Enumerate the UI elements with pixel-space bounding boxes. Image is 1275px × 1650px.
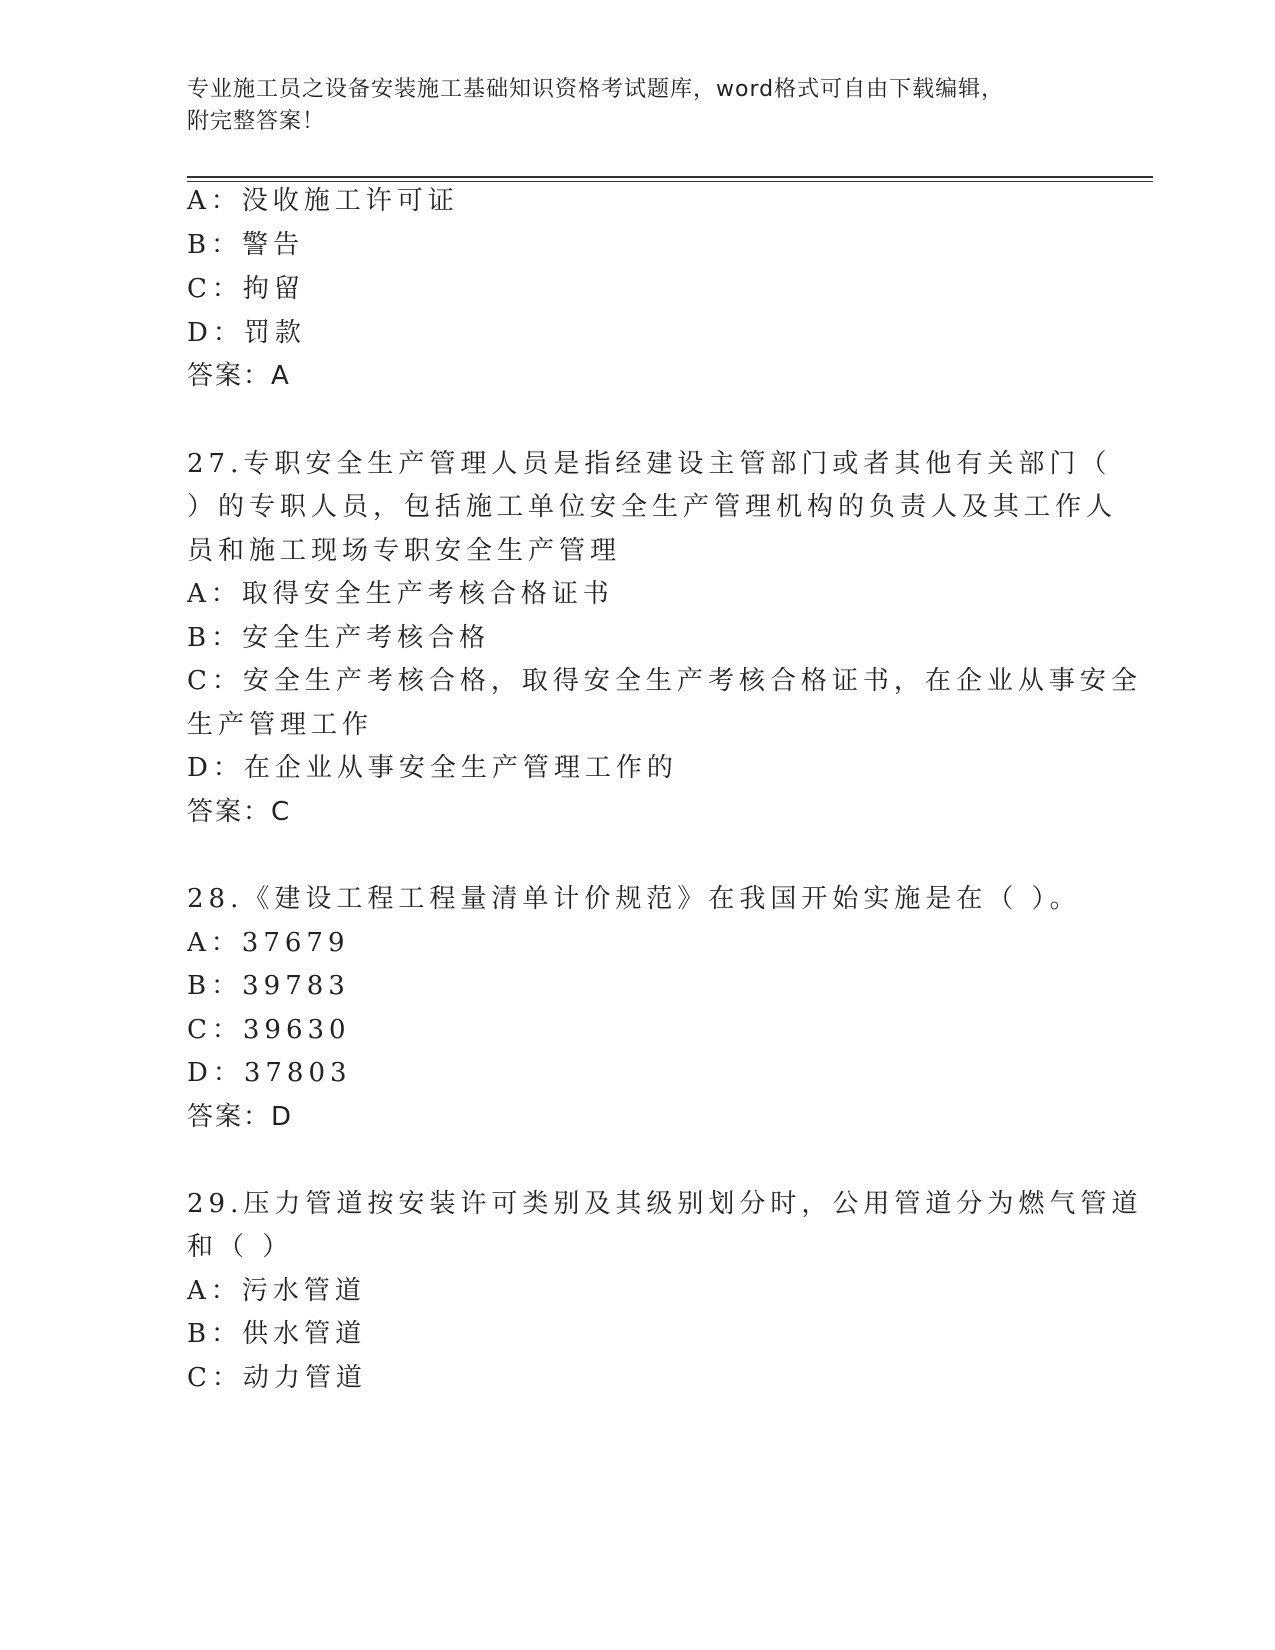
q29-option-b: B：供水管道 (187, 1319, 367, 1349)
q27-option-a: A：取得安全生产考核合格证书 (187, 579, 614, 609)
q28-option-c: C：39630 (187, 1015, 351, 1045)
q27-option-b: B：安全生产考核合格 (187, 623, 491, 653)
header-line-2: 附完整答案！ (187, 109, 326, 134)
q27-stem-line-2: ）的专职人员，包括施工单位安全生产管理机构的负责人及其工作人 (187, 492, 1118, 522)
q28-option-d: D：37803 (187, 1058, 352, 1088)
q26-option-d: D：罚款 (187, 318, 306, 348)
q26-answer: 答案：A (187, 361, 291, 391)
q28-answer: 答案：D (187, 1102, 294, 1132)
q27-stem-line-3: 员和施工现场专职安全生产管理 (187, 536, 622, 566)
q27-stem-line-1: 27.专职安全生产管理人员是指经建设主管部门或者其他有关部门（ (187, 449, 1112, 479)
q26-option-c: C：拘留 (187, 274, 305, 304)
header-line-1: 专业施工员之设备安装施工基础知识资格考试题库，word格式可自由下载编辑， (187, 77, 1005, 102)
q28-stem: 28.《建设工程工程量清单计价规范》在我国开始实施是在（ ）。 (187, 884, 1081, 914)
q29-option-a: A：污水管道 (187, 1276, 366, 1306)
q26-option-a: A：没收施工许可证 (187, 186, 459, 216)
q27-answer: 答案：C (187, 797, 292, 827)
document-header (187, 74, 1067, 138)
header-rule-thick (187, 176, 1153, 178)
q27-option-c-line-2: 生产管理工作 (187, 710, 374, 740)
q27-option-c-line-1: C：安全生产考核合格，取得安全生产考核合格证书，在企业从事安全 (187, 666, 1142, 696)
q29-option-c: C：动力管道 (187, 1363, 367, 1393)
q29-stem-line-1: 29.压力管道按安装许可类别及其级别划分时，公用管道分为燃气管道 (187, 1189, 1143, 1219)
q28-option-a: A：37679 (187, 928, 350, 958)
q27-option-d: D：在企业从事安全生产管理工作的 (187, 753, 678, 783)
q26-option-b: B：警告 (187, 230, 305, 260)
q28-option-b: B：39783 (187, 971, 350, 1001)
q29-stem-line-2: 和（ ） (187, 1232, 294, 1262)
header-rule-thin (187, 181, 1153, 182)
